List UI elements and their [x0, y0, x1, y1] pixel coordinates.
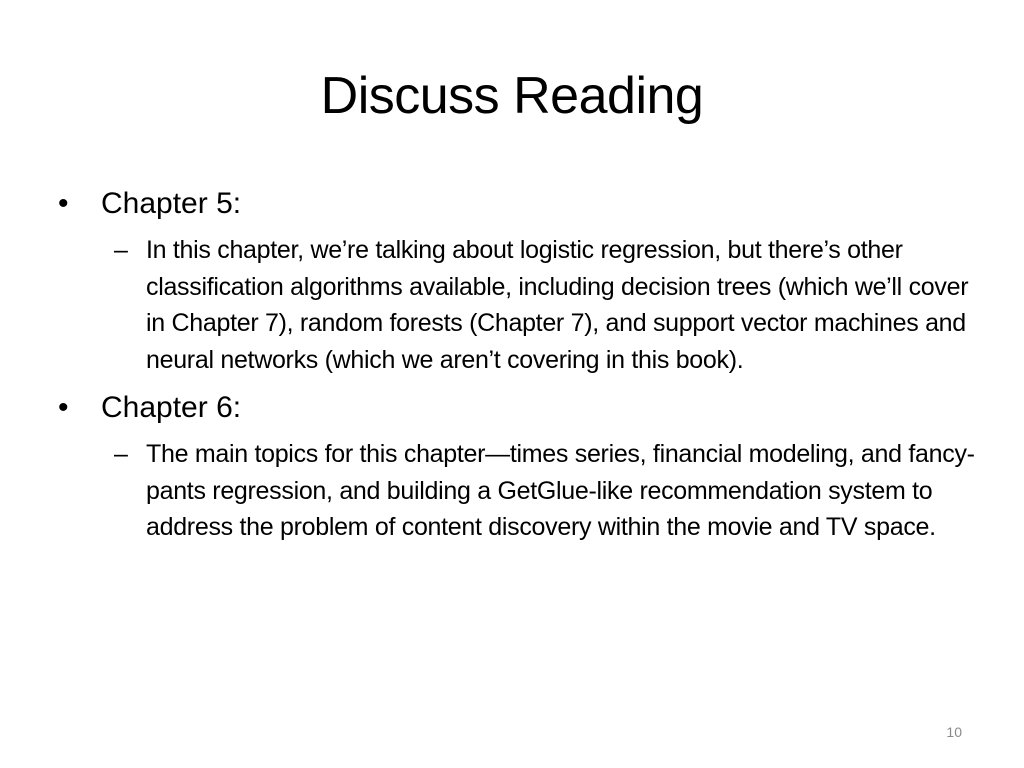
bullet-heading: Chapter 5: — [101, 187, 242, 220]
bullet-chapter-6 — [56, 388, 976, 428]
sub-bullet-chapter-5 — [56, 232, 976, 378]
sub-bullet-chapter-6 — [56, 436, 976, 546]
bullet-icon: • — [58, 391, 69, 424]
slide-content — [56, 184, 976, 556]
dash-icon: – — [114, 440, 128, 468]
sub-bullet-text: The main topics for this chapter—times series, financial modeling, and fancy-pants regression, and building a GetGlue-like recommendation system to address the problem of content discovery within the movie and TV space. — [146, 440, 975, 541]
bullet-heading: Chapter 6: — [101, 391, 242, 424]
dash-icon: – — [114, 236, 128, 264]
bullet-icon: • — [58, 187, 69, 220]
slide-title: Discuss Reading — [320, 67, 704, 125]
sub-bullet-text: In this chapter, we’re talking about logistic regression, but there’s other classification algorithms available, including decision trees (which we’ll cover in Chapter 7), random forests (Chapter 7), and support vector machines and neural networks (which we aren’t covering in this book). — [146, 236, 969, 374]
bullet-chapter-5 — [56, 184, 976, 224]
page-number: 10 — [946, 724, 962, 740]
